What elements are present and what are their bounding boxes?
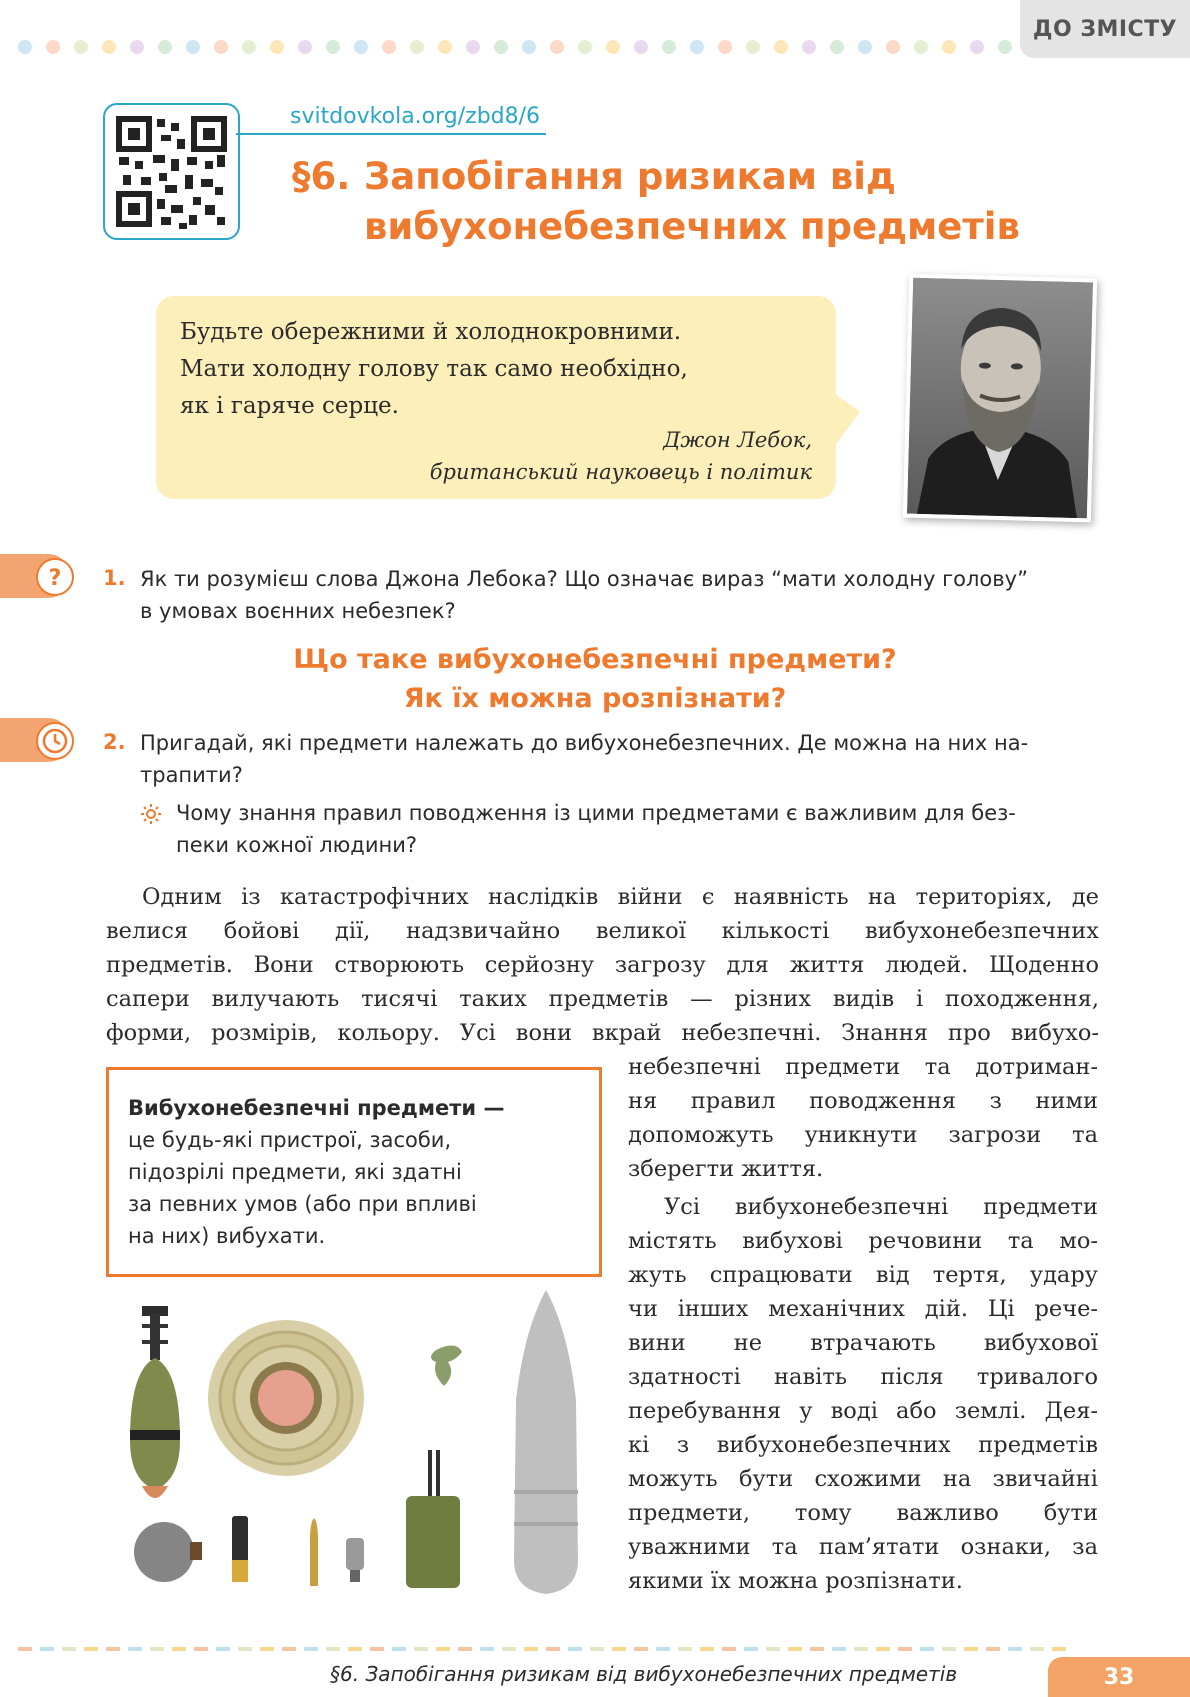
decor-dash bbox=[480, 1647, 494, 1651]
definition-line: підозрілі предмети, які здатні bbox=[128, 1160, 462, 1184]
decor-dash bbox=[502, 1647, 516, 1651]
paragraph-line: перебування у воді або землі. Дея- bbox=[628, 1398, 1098, 1424]
svg-text:?: ? bbox=[48, 566, 62, 591]
explosive-objects-illustration bbox=[106, 1290, 606, 1600]
decor-dash bbox=[744, 1647, 758, 1651]
decor-dash bbox=[656, 1647, 670, 1651]
question-number: 1. bbox=[103, 566, 126, 590]
decor-dot bbox=[186, 40, 200, 54]
decor-dot bbox=[550, 40, 564, 54]
top-dot-border bbox=[18, 40, 1028, 56]
paragraph-line: якими їх можна розпізнати. bbox=[628, 1568, 963, 1594]
title-line2: вибухонебезпечних предметів bbox=[364, 205, 1020, 248]
landmine-icon bbox=[208, 1320, 364, 1476]
decor-dash bbox=[260, 1647, 274, 1651]
decor-dash bbox=[898, 1647, 912, 1651]
decor-dash bbox=[304, 1647, 318, 1651]
paragraph-2 bbox=[628, 1190, 1098, 1598]
decor-dash bbox=[1052, 1647, 1066, 1651]
question-2-subtext bbox=[176, 797, 1016, 861]
paragraph-line: здатності навіть після тривалого bbox=[628, 1364, 1098, 1390]
decor-dash bbox=[282, 1647, 296, 1651]
decor-dash bbox=[634, 1647, 648, 1651]
decor-dot bbox=[158, 40, 172, 54]
decor-dash bbox=[788, 1647, 802, 1651]
decor-dash bbox=[458, 1647, 472, 1651]
decor-dash bbox=[18, 1647, 32, 1651]
decor-dash bbox=[568, 1647, 582, 1651]
paragraph-line: небезпечні предмети та дотриман- bbox=[628, 1054, 1098, 1080]
fuse-icon bbox=[346, 1538, 364, 1582]
section-heading-line1: Що таке вибухонебезпечні предмети? bbox=[293, 644, 897, 675]
quote-bubble-tail bbox=[830, 390, 860, 452]
decor-dash bbox=[62, 1647, 76, 1651]
grenade-icon bbox=[406, 1450, 460, 1588]
definition-text bbox=[128, 1092, 568, 1252]
quote-author bbox=[430, 424, 812, 488]
portrait-photo bbox=[903, 274, 1097, 523]
paragraph-line: можуть бути схожими на звичайні bbox=[628, 1466, 1098, 1492]
decor-dot bbox=[242, 40, 256, 54]
artillery-shell-icon bbox=[514, 1290, 578, 1594]
paragraph-line: чи інших механічних дій. Ці рече- bbox=[628, 1296, 1098, 1322]
decor-dot bbox=[634, 40, 648, 54]
decor-dot bbox=[214, 40, 228, 54]
decor-dot bbox=[130, 40, 144, 54]
decor-dot bbox=[998, 40, 1012, 54]
butterfly-mine-icon bbox=[431, 1345, 462, 1386]
decor-dash bbox=[1030, 1647, 1044, 1651]
definition-line: за певних умов (або при впливі bbox=[128, 1192, 477, 1216]
decor-dash bbox=[392, 1647, 406, 1651]
quote-line: Мати холодну голову так само необхідно, bbox=[180, 356, 688, 382]
paragraph-line: велися бойові дії, надзвичайно великої кількості вибухонебезпечних bbox=[106, 918, 1099, 944]
paragraph-line: кі з вибухонебезпечних предметів bbox=[628, 1432, 1098, 1458]
quote-line: як і гаряче серце. bbox=[180, 393, 399, 419]
paragraph-line: уважними та пам’ятати ознаки, за bbox=[628, 1534, 1098, 1560]
decor-dot bbox=[298, 40, 312, 54]
definition-term: Вибухонебезпечні предмети — bbox=[128, 1096, 505, 1120]
decor-dash bbox=[546, 1647, 560, 1651]
decor-dash bbox=[194, 1647, 208, 1651]
qr-code[interactable] bbox=[103, 103, 240, 240]
decor-dot bbox=[718, 40, 732, 54]
decor-dot bbox=[830, 40, 844, 54]
decor-dash bbox=[722, 1647, 736, 1651]
paragraph-line: вини не втрачають вибухової bbox=[628, 1330, 1098, 1356]
quote-author-name: Джон Лебок, bbox=[663, 428, 812, 452]
decor-dash bbox=[876, 1647, 890, 1651]
decor-dot bbox=[970, 40, 984, 54]
qr-link[interactable]: svitdovkola.org/zbd8/6 bbox=[290, 104, 541, 129]
decor-dash bbox=[942, 1647, 956, 1651]
decor-dot bbox=[18, 40, 32, 54]
decor-dash bbox=[106, 1647, 120, 1651]
portrait-image bbox=[907, 278, 1093, 519]
decor-dash bbox=[348, 1647, 362, 1651]
paragraph-line: Усі вибухонебезпечні предмети bbox=[664, 1194, 1098, 1220]
decor-dot bbox=[102, 40, 116, 54]
paragraph-line: предметів. Вони створюють серйозну загрозу для життя людей. Щоденно bbox=[106, 952, 1099, 978]
decor-dot bbox=[578, 40, 592, 54]
decor-dash bbox=[766, 1647, 780, 1651]
decor-dash bbox=[40, 1647, 54, 1651]
mortar-shell-icon bbox=[130, 1306, 180, 1498]
paragraph-1-continued bbox=[628, 1050, 1098, 1186]
question-2-text bbox=[140, 727, 1028, 791]
decor-dot bbox=[466, 40, 480, 54]
question-number: 2. bbox=[103, 730, 126, 754]
decor-dash bbox=[238, 1647, 252, 1651]
paragraph-line: сапери вилучають тисячі таких предметів — різних видів і походження, bbox=[106, 986, 1099, 1012]
decor-dash bbox=[128, 1647, 142, 1651]
question-mark-icon bbox=[36, 558, 74, 596]
section-heading bbox=[0, 640, 1190, 718]
cartridge-icon bbox=[232, 1516, 248, 1582]
decor-dash bbox=[524, 1647, 538, 1651]
decor-dot bbox=[774, 40, 788, 54]
title-line1: Запобігання ризикам від bbox=[364, 155, 896, 198]
paragraph-1 bbox=[106, 880, 1099, 1050]
decor-dot bbox=[914, 40, 928, 54]
decor-dash bbox=[414, 1647, 428, 1651]
paragraph-line: ня правил поводження з ними bbox=[628, 1088, 1098, 1114]
paragraph-line: жуть спрацювати від тертя, удару bbox=[628, 1262, 1098, 1288]
question-line: Як ти розумієш слова Джона Лебока? Що означає вираз “мати холодну голову” bbox=[140, 567, 1028, 591]
footer-dash-border bbox=[18, 1647, 1068, 1651]
decor-dash bbox=[436, 1647, 450, 1651]
qr-code-icon bbox=[105, 105, 238, 238]
decor-dot bbox=[410, 40, 424, 54]
sun-icon bbox=[140, 803, 162, 829]
decor-dot bbox=[690, 40, 704, 54]
decor-dash bbox=[370, 1647, 384, 1651]
question-1-text bbox=[140, 563, 1028, 627]
quote-text bbox=[180, 314, 688, 425]
question-line: Чому знання правил поводження із цими предметами є важливим для без- bbox=[176, 801, 1016, 825]
decor-dot bbox=[354, 40, 368, 54]
clock-icon bbox=[36, 722, 74, 760]
decor-dash bbox=[810, 1647, 824, 1651]
decor-dash bbox=[1008, 1647, 1022, 1651]
question-line: в умовах воєнних небезпек? bbox=[140, 599, 456, 623]
decor-dot bbox=[326, 40, 340, 54]
paragraph-line: зберегти життя. bbox=[628, 1156, 824, 1182]
quote-author-desc: британський науковець і політик bbox=[429, 460, 812, 484]
quote-line: Будьте обережними й холоднокровними. bbox=[180, 319, 682, 345]
decor-dot bbox=[802, 40, 816, 54]
decor-dot bbox=[746, 40, 760, 54]
decor-dot bbox=[886, 40, 900, 54]
page-number: 33 bbox=[1048, 1657, 1190, 1697]
decor-dash bbox=[920, 1647, 934, 1651]
decor-dot bbox=[858, 40, 872, 54]
decor-dash bbox=[326, 1647, 340, 1651]
decor-dash bbox=[678, 1647, 692, 1651]
question-line: трапити? bbox=[140, 763, 243, 787]
question-line: пеки кожної людини? bbox=[176, 833, 417, 857]
title-number: §6. bbox=[292, 155, 351, 198]
decor-dot bbox=[662, 40, 676, 54]
decor-dash bbox=[700, 1647, 714, 1651]
decor-dot bbox=[438, 40, 452, 54]
paragraph-line: Одним із катастрофічних наслідків війни є наявність на територіях, де bbox=[142, 884, 1099, 910]
question-line: Пригадай, які предмети належать до вибухонебезпечних. Де можна на них на- bbox=[140, 731, 1029, 755]
toc-button[interactable]: ДО ЗМІСТУ bbox=[1020, 0, 1190, 58]
decor-dash bbox=[172, 1647, 186, 1651]
decor-dash bbox=[590, 1647, 604, 1651]
footer-chapter-title: §6. Запобігання ризикам від вибухонебезпечних предметів bbox=[330, 1662, 958, 1686]
qr-link-underline bbox=[236, 133, 546, 135]
paragraph-line: допоможуть уникнути загрози та bbox=[628, 1122, 1098, 1148]
paragraph-line: містять вибухові речовини та мо- bbox=[628, 1228, 1098, 1254]
page-title bbox=[292, 152, 1020, 252]
paragraph-line: предмети, тому важливо бути bbox=[628, 1500, 1098, 1526]
decor-dash bbox=[216, 1647, 230, 1651]
decor-dot bbox=[494, 40, 508, 54]
decor-dash bbox=[150, 1647, 164, 1651]
decor-dash bbox=[854, 1647, 868, 1651]
definition-line: на них) вибухати. bbox=[128, 1224, 326, 1248]
decor-dot bbox=[46, 40, 60, 54]
section-heading-line2: Як їх можна розпізнати? bbox=[403, 683, 787, 714]
decor-dot bbox=[606, 40, 620, 54]
bullet-icon bbox=[310, 1518, 318, 1586]
decor-dash bbox=[964, 1647, 978, 1651]
decor-dot bbox=[382, 40, 396, 54]
decor-dash bbox=[612, 1647, 626, 1651]
decor-dot bbox=[74, 40, 88, 54]
decor-dash bbox=[84, 1647, 98, 1651]
decor-dash bbox=[986, 1647, 1000, 1651]
paragraph-line: форми, розмірів, кольору. Усі вони вкрай небезпечні. Знання про вибухо- bbox=[106, 1020, 1099, 1046]
definition-line: це будь-які пристрої, засоби, bbox=[128, 1128, 452, 1152]
decor-dot bbox=[522, 40, 536, 54]
decor-dash bbox=[832, 1647, 846, 1651]
decor-dot bbox=[270, 40, 284, 54]
decor-dot bbox=[942, 40, 956, 54]
round-mine-icon bbox=[134, 1522, 202, 1582]
